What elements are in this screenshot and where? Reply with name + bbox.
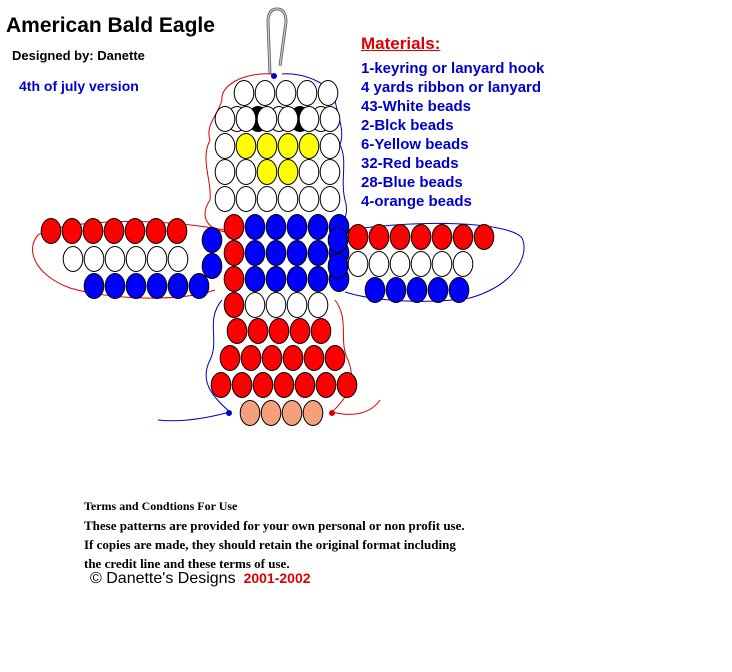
copyright-line	[90, 570, 311, 588]
bead-red	[167, 219, 187, 244]
bead-white	[432, 252, 452, 277]
page-title: American Bald Eagle	[6, 14, 215, 37]
terms-block	[84, 497, 465, 573]
bead-blue	[308, 267, 328, 292]
lace-end-marker	[226, 410, 232, 416]
material-item: 28-Blue beads	[361, 174, 463, 191]
bead-white	[369, 252, 389, 277]
bead-blue	[189, 274, 209, 299]
bead-yellow	[278, 134, 298, 159]
bead-blue	[365, 278, 385, 303]
bead-red	[125, 219, 145, 244]
bead-red	[316, 373, 336, 398]
material-item: 2-Blck beads	[361, 117, 454, 134]
bead-blue	[407, 278, 427, 303]
bead-red	[83, 219, 103, 244]
bead-white	[215, 107, 235, 132]
bead-yellow	[278, 160, 298, 185]
bead-blue	[147, 274, 167, 299]
terms-line: the credit line and these terms of use.	[84, 556, 290, 571]
designer-credit: Designed by: Danette	[12, 48, 145, 63]
bead-red	[474, 225, 494, 250]
bead-white	[257, 187, 277, 212]
bead-red	[348, 225, 368, 250]
bead-blue	[287, 267, 307, 292]
bead-yellow	[257, 160, 277, 185]
bead-red	[262, 346, 282, 371]
material-item: 4-orange beads	[361, 193, 472, 210]
bead-blue	[245, 267, 265, 292]
bead-red	[248, 319, 268, 344]
bead-white	[287, 293, 307, 318]
materials-heading: Materials:	[361, 34, 441, 53]
bead-blue	[105, 274, 125, 299]
bead-white	[236, 107, 256, 132]
bead-white	[411, 252, 431, 277]
bead-white	[63, 247, 83, 272]
bead-orange	[261, 401, 281, 426]
material-item: 43-White beads	[361, 98, 472, 115]
bead-blue	[245, 241, 265, 266]
bead-white	[299, 187, 319, 212]
bead-red	[232, 373, 252, 398]
bead-white	[276, 81, 296, 106]
material-item: 32-Red beads	[361, 155, 459, 172]
bead-red	[369, 225, 389, 250]
bead-red	[224, 267, 244, 292]
bead-red	[304, 346, 324, 371]
bead-red	[62, 219, 82, 244]
bead-white	[318, 81, 338, 106]
bead-blue	[126, 274, 146, 299]
bead-orange	[282, 401, 302, 426]
bead-red	[337, 373, 357, 398]
bead-red	[274, 373, 294, 398]
lanyard-hook-icon	[268, 9, 286, 74]
bead-white	[278, 187, 298, 212]
bead-red	[290, 319, 310, 344]
bead-white	[105, 247, 125, 272]
terms-line: These patterns are provided for your own personal or non profit use.	[84, 518, 465, 533]
material-item: 6-Yellow beads	[361, 136, 469, 153]
bead-white	[215, 134, 235, 159]
copyright-years: 2001-2002	[243, 570, 311, 586]
terms-line: If copies are made, they should retain the original format including	[84, 537, 456, 552]
bead-white	[147, 247, 167, 272]
bead-blue	[308, 215, 328, 240]
bead-blue	[202, 254, 222, 279]
bead-red	[295, 373, 315, 398]
bead-white	[257, 107, 277, 132]
bead-red	[283, 346, 303, 371]
bead-blue	[266, 241, 286, 266]
bead-white	[453, 252, 473, 277]
bead-red	[146, 219, 166, 244]
bead-blue	[287, 241, 307, 266]
bead-blue	[287, 215, 307, 240]
bead-red	[269, 319, 289, 344]
bead-white	[308, 293, 328, 318]
bead-red	[211, 373, 231, 398]
bead-red	[227, 319, 247, 344]
bead-blue	[245, 215, 265, 240]
bead-blue	[328, 254, 348, 279]
bead-red	[432, 225, 452, 250]
bead-blue	[328, 228, 348, 253]
version-label: 4th of july version	[19, 78, 139, 94]
bead-white	[215, 187, 235, 212]
bead-yellow	[257, 134, 277, 159]
bead-red	[253, 373, 273, 398]
bead-red	[41, 219, 61, 244]
bead-white	[320, 160, 340, 185]
bead-orange	[303, 401, 323, 426]
bead-white	[255, 81, 275, 106]
bead-blue	[428, 278, 448, 303]
lace-end-marker	[271, 73, 277, 79]
bead-grid	[41, 81, 494, 426]
bead-blue	[202, 228, 222, 253]
bead-white	[320, 107, 340, 132]
bead-red	[241, 346, 261, 371]
bead-red	[220, 346, 240, 371]
lace-end-marker	[329, 410, 335, 416]
bead-red	[390, 225, 410, 250]
bead-red	[311, 319, 331, 344]
bead-white	[126, 247, 146, 272]
bead-yellow	[299, 134, 319, 159]
bead-red	[325, 346, 345, 371]
bead-blue	[266, 215, 286, 240]
bead-blue	[84, 274, 104, 299]
bead-white	[390, 252, 410, 277]
bead-white	[236, 187, 256, 212]
bead-white	[215, 160, 235, 185]
bead-red	[224, 215, 244, 240]
bead-white	[234, 81, 254, 106]
bead-red	[411, 225, 431, 250]
bead-white	[84, 247, 104, 272]
bead-white	[168, 247, 188, 272]
bead-white	[245, 293, 265, 318]
material-item: 1-keyring or lanyard hook	[361, 60, 545, 77]
material-item: 4 yards ribbon or lanyard	[361, 79, 542, 96]
bead-white	[320, 187, 340, 212]
copyright-text: © Danette's Designs	[90, 570, 236, 587]
bead-orange	[240, 401, 260, 426]
bead-white	[320, 134, 340, 159]
bead-blue	[308, 241, 328, 266]
bead-white	[297, 81, 317, 106]
bead-white	[348, 252, 368, 277]
bead-yellow	[236, 134, 256, 159]
bead-white	[266, 293, 286, 318]
bead-red	[453, 225, 473, 250]
bead-white	[236, 160, 256, 185]
bead-white	[299, 160, 319, 185]
bead-red	[224, 293, 244, 318]
bead-blue	[168, 274, 188, 299]
bead-red	[104, 219, 124, 244]
bead-white	[299, 107, 319, 132]
bead-blue	[449, 278, 469, 303]
bead-blue	[386, 278, 406, 303]
bead-white	[278, 107, 298, 132]
bead-blue	[266, 267, 286, 292]
bead-red	[224, 241, 244, 266]
terms-heading: Terms and Condtions For Use	[84, 499, 238, 513]
